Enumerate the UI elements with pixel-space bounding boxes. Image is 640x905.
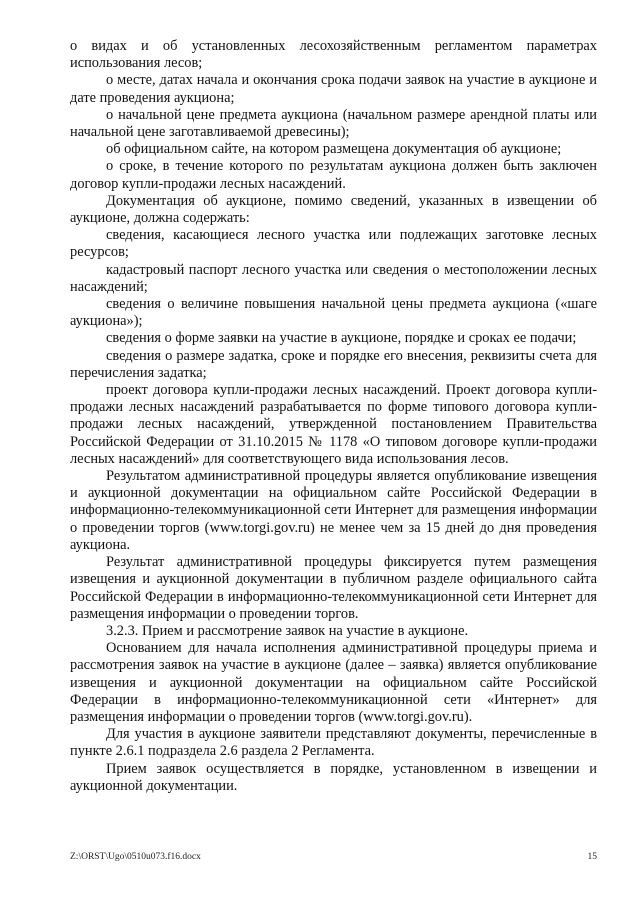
paragraph-13: Результатом административной процедуры является опубликование извещения и аукционной документации на официальном сайте Российской Федерации в информационно-телекоммуникационной сети Интернет для размещения информации о проведении торгов (www.torgi.gov.ru) не менее чем за 15 дней до дня проведения аукциона.: [70, 468, 597, 553]
paragraph-10: сведения о форме заявки на участие в аукционе, порядке и сроках ее подачи;: [106, 330, 577, 347]
paragraph-12: проект договора купли-продажи лесных насаждений. Проект договора купли-продажи лесных насаждений разрабатывается по форме типового договора купли-продажи лесных насаждений, утвержденной постановлением Правительства Российской Федерации от 31.10.2015 № 1178 «О типовом договоре купли-продажи лесных насаждений» для соответствующего вида использования лесов.: [70, 382, 597, 467]
paragraph-5: о сроке, в течение которого по результатам аукциона должен быть заключен договор купли-продажи лесных насаждений.: [70, 158, 597, 192]
paragraph-1: о видах и об установленных лесохозяйственным регламентом параметрах использования лесов;: [70, 38, 597, 72]
paragraph-3: о начальной цене предмета аукциона (начальном размере арендной платы или начальной цене заготавливаемой древесины);: [70, 106, 597, 141]
paragraph-2: о месте, датах начала и окончания срока подачи заявок на участие в аукционе и дате проведения аукциона;: [70, 72, 597, 106]
page-footer: [70, 852, 597, 862]
paragraph-18: Прием заявок осуществляется в порядке, установленном в извещении и аукционной документации.: [70, 760, 597, 794]
section-heading-3-2-3: 3.2.3. Прием и рассмотрение заявок на участие в аукционе.: [106, 622, 469, 639]
paragraph-14: Результат административной процедуры фиксируется путем размещения извещения и аукционной документации в публичном разделе официального сайта Российской Федерации в информационно-телекоммуникационной сети Интернет для размещения информации о проведении торгов.: [70, 554, 597, 622]
paragraph-17: Для участия в аукционе заявители представляют документы, перечисленные в пункте 2.6.1 подраздела 2.6 раздела 2 Регламента.: [70, 726, 597, 760]
paragraph-4: об официальном сайте, на котором размещена документация об аукционе;: [106, 141, 562, 158]
paragraph-9: сведения о величине повышения начальной цены предмета аукциона («шаге аукциона»);: [70, 296, 597, 330]
paragraph-6: Документация об аукционе, помимо сведений, указанных в извещении об аукционе, должна содержать:: [70, 192, 597, 227]
paragraph-8: кадастровый паспорт лесного участка или сведения о местоположении лесных насаждений;: [70, 261, 597, 295]
footer-page-number: 15: [587, 852, 597, 862]
footer-file-path: Z:\ORST\Ugo\0510u073.f16.docx: [70, 852, 201, 862]
paragraph-16: Основанием для начала исполнения административной процедуры приема и рассмотрения заявок на участие в аукционе (далее – заявка) является опубликование извещения и аукционной документации на официальном сайте Российской Федерации в информационно-телекоммуникационной сети «Интернет» для размещения информации о проведении торгов (www.torgi.gov.ru).: [70, 640, 597, 725]
paragraph-7: сведения, касающиеся лесного участка или подлежащих заготовке лесных ресурсов;: [70, 227, 597, 261]
paragraph-11: сведения о размере задатка, сроке и порядке его внесения, реквизиты счета для перечисления задатка;: [70, 347, 597, 381]
